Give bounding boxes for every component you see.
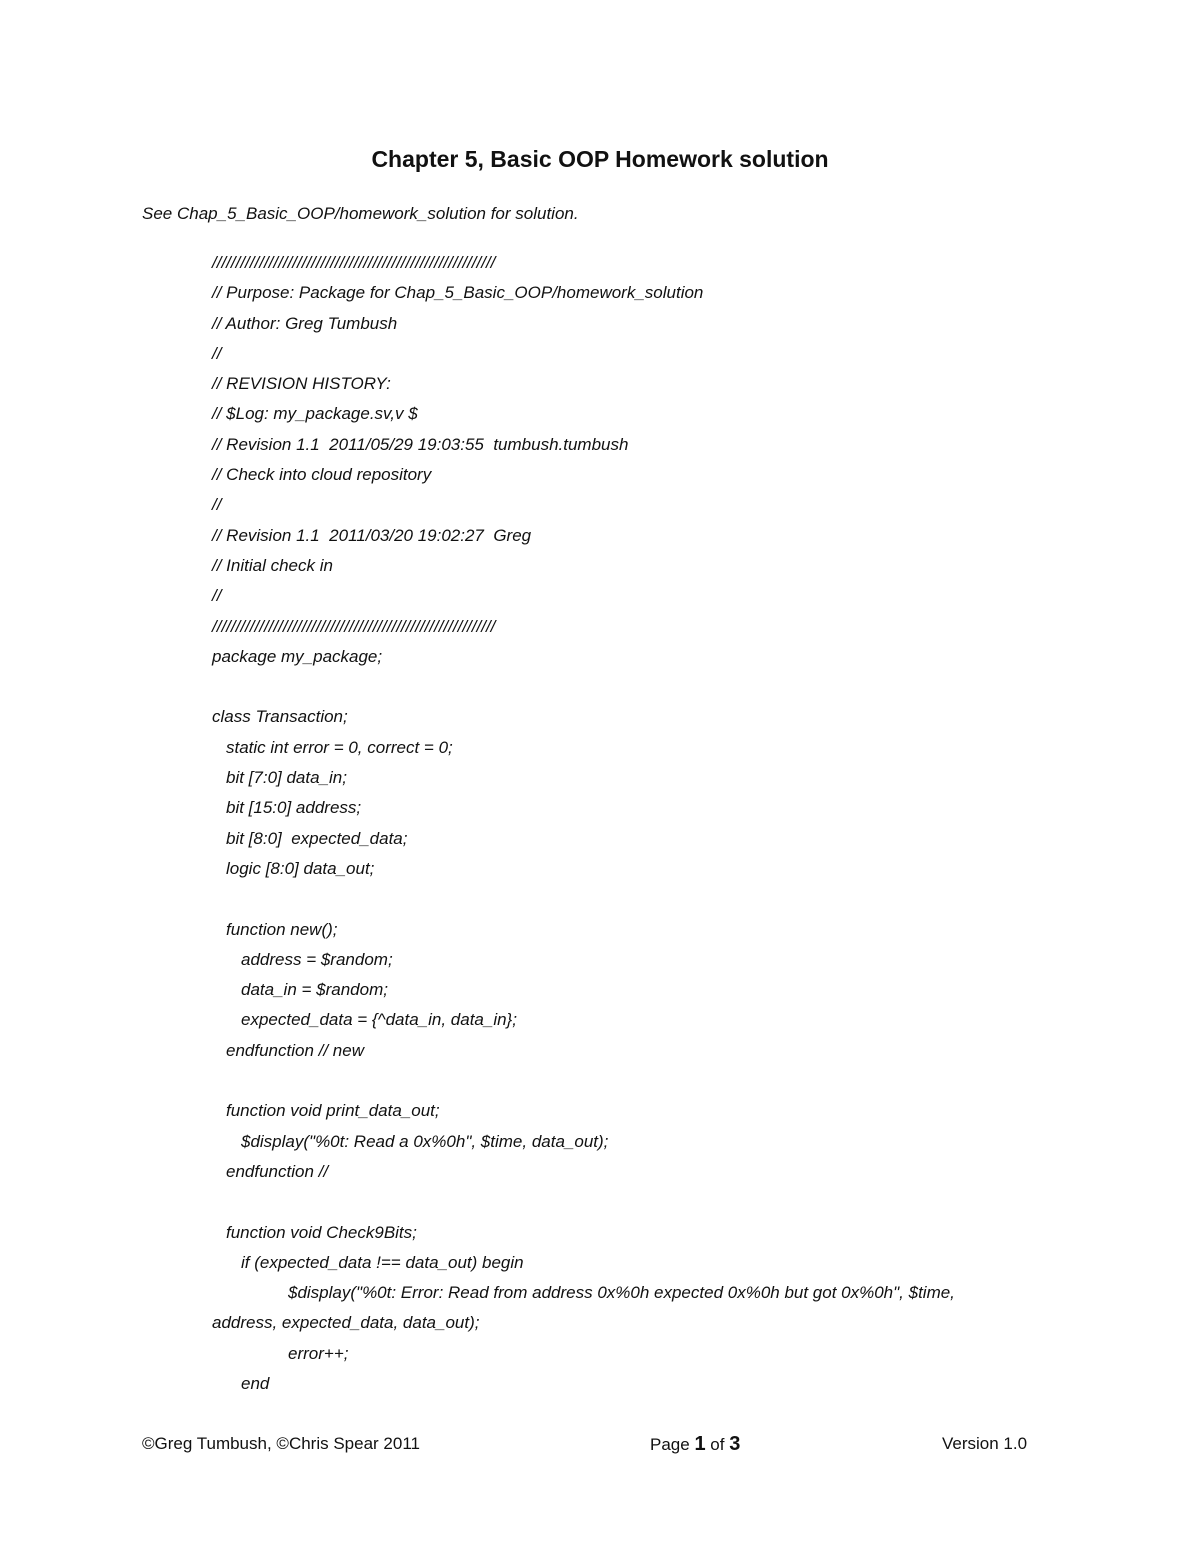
code-line: error++; [288, 1343, 349, 1363]
code-line: $display("%0t: Error: Read from address 0x%0h expected 0x%0h but got 0x%0h", $time, [288, 1283, 955, 1303]
code-line: address = $random; [241, 949, 393, 969]
code-line: address, expected_data, data_out); [212, 1313, 480, 1333]
code-line: if (expected_data !== data_out) begin [241, 1252, 524, 1272]
page-title: Chapter 5, Basic OOP Homework solution [371, 146, 829, 172]
code-line: expected_data = {^data_in, data_in}; [241, 1010, 517, 1030]
footer-page-number [650, 1430, 740, 1459]
code-line: // Initial check in [212, 555, 333, 575]
page-of: of [710, 1435, 725, 1454]
code-line: $display("%0t: Read a 0x%0h", $time, data_out); [241, 1131, 609, 1151]
code-line-blank [0, 884, 1200, 914]
code-line-blank [0, 1066, 1200, 1096]
page-current: 1 [694, 1433, 706, 1455]
code-line: // [212, 495, 222, 515]
code-line: //////////////////////////////////////////////////////////// [212, 616, 496, 636]
page-footer [0, 1430, 1200, 1460]
intro-text: See Chap_5_Basic_OOP/homework_solution for solution. [142, 204, 579, 223]
code-line: function void print_data_out; [226, 1101, 440, 1121]
code-line: end [241, 1373, 270, 1393]
code-line: package my_package; [212, 646, 383, 666]
code-line: endfunction // [226, 1161, 329, 1181]
code-line: // $Log: my_package.sv,v $ [212, 404, 418, 424]
footer-version: Version 1.0 [942, 1434, 1028, 1453]
code-line: // Purpose: Package for Chap_5_Basic_OOP/homework_solution [212, 283, 704, 303]
code-line: data_in = $random; [241, 980, 388, 1000]
footer-copyright: ©Greg Tumbush, ©Chris Spear 2011 [142, 1434, 420, 1453]
code-line: // [212, 586, 222, 606]
code-listing [0, 248, 1200, 1399]
code-line: static int error = 0, correct = 0; [226, 737, 453, 757]
code-line: logic [8:0] data_out; [226, 858, 375, 878]
code-line: function void Check9Bits; [226, 1222, 417, 1242]
code-line: // [212, 343, 222, 363]
code-line: // Revision 1.1 2011/05/29 19:03:55 tumbush.tumbush [212, 434, 629, 454]
code-line: function new(); [226, 919, 338, 939]
code-line: class Transaction; [212, 707, 348, 727]
code-line: // Author: Greg Tumbush [212, 313, 398, 333]
code-line: // Check into cloud repository [212, 465, 432, 485]
code-line: // REVISION HISTORY: [212, 374, 391, 394]
code-line: bit [7:0] data_in; [226, 768, 347, 788]
code-line: bit [15:0] address; [226, 798, 362, 818]
code-line: endfunction // new [226, 1040, 364, 1060]
page-label: Page [650, 1435, 690, 1454]
code-line-blank [0, 672, 1200, 702]
page-total: 3 [729, 1433, 741, 1455]
code-line: // Revision 1.1 2011/03/20 19:02:27 Greg [212, 525, 532, 545]
code-line-blank [0, 1187, 1200, 1217]
code-line: bit [8:0] expected_data; [226, 828, 408, 848]
code-line: //////////////////////////////////////////////////////////// [212, 253, 496, 272]
